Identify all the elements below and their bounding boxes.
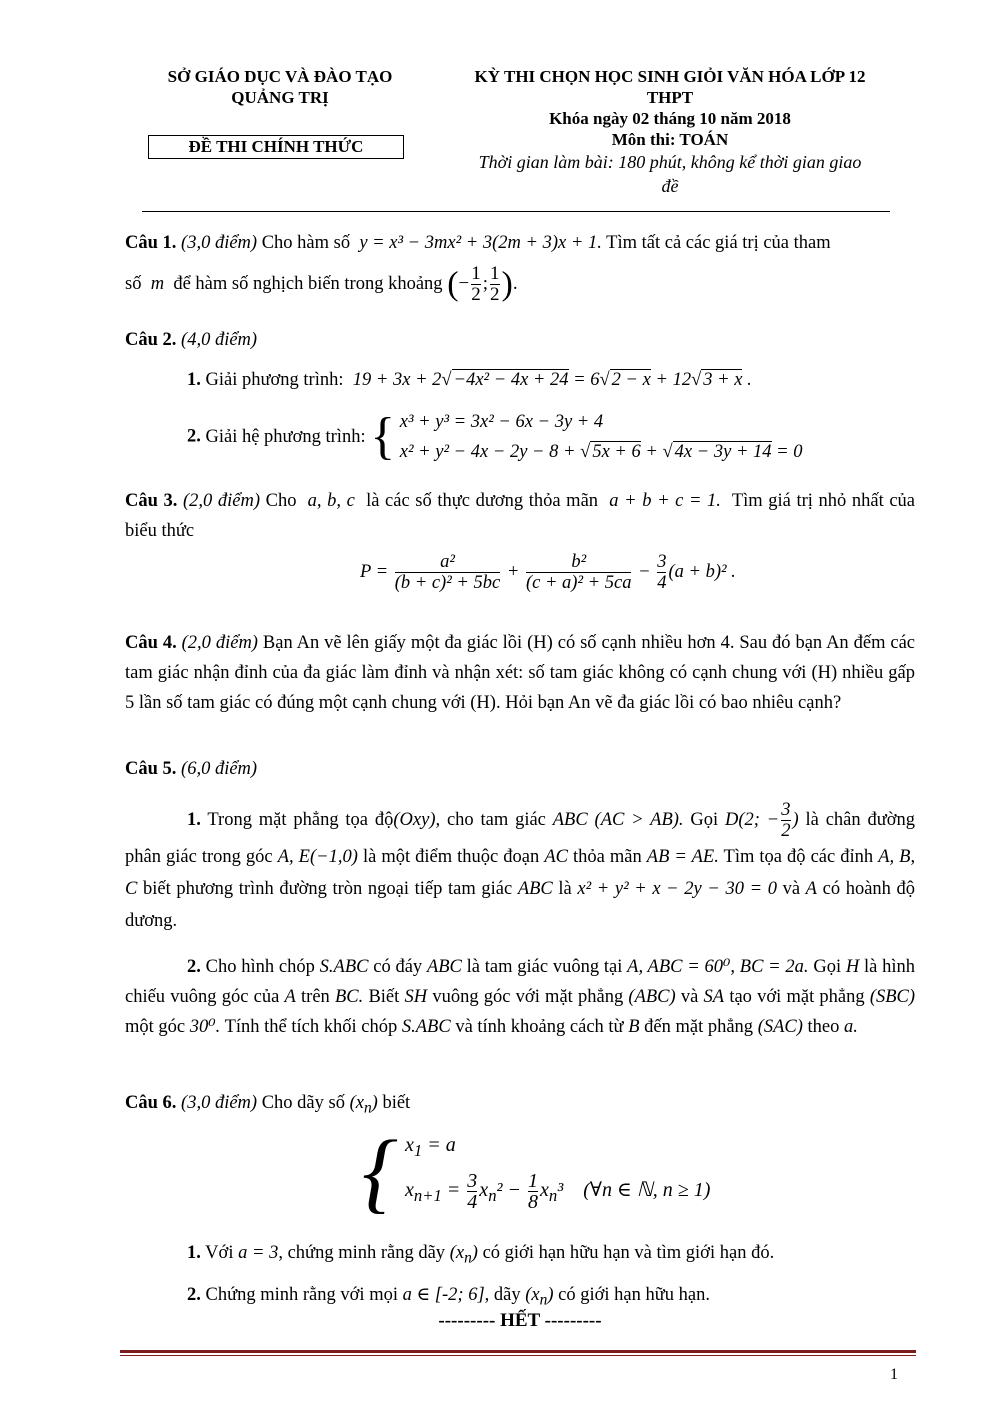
q2-system: x³ + y³ = 3x² − 6x − 3y + 4 x² + y² − 4x − 2y − 8 + √ 5x + 6 + √ 4x − 3y + 14 = 0 bbox=[399, 412, 803, 462]
official-exam-box: ĐỀ THI CHÍNH THỨC bbox=[148, 135, 404, 159]
q1-text-b: Tìm tất cả các giá trị của tham bbox=[606, 233, 831, 253]
org-line1: SỞ GIÁO DỤC VÀ ĐÀO TẠO bbox=[167, 67, 393, 86]
q5-part1: 1. Trong mặt phẳng tọa độ(Oxy), cho tam giác ABC (AC > AB). Gọi D(2; − $\frac{3}{2}$ ) là chân đường phân giác trong góc A, E(−1,0) là một điểm thuộc đoạn AC thỏa mãn AB = AE. Tìm tọa độ các đỉnh A, B, C biết phương trình đường tròn ngoại tiếp tam giác ABC là x² + y² + x − 2y − 30 = 0 và A có hoành độ dương. bbox=[125, 800, 916, 931]
q6-label: Câu 6. bbox=[125, 1093, 177, 1113]
question-5 bbox=[125, 754, 915, 784]
page-number: 1 bbox=[890, 1366, 898, 1383]
header-org bbox=[120, 66, 440, 108]
q1-text-c: số bbox=[125, 273, 142, 294]
q3-text-b: là các số thực dương thỏa mãn bbox=[366, 491, 599, 511]
q2-part2-label: 2. bbox=[187, 426, 201, 447]
q6-points: (3,0 điểm) bbox=[181, 1093, 258, 1113]
q2-part2-text: Giải hệ phương trình: bbox=[205, 427, 366, 447]
q1-points: (3,0 điểm) bbox=[181, 233, 258, 253]
org-line2: QUẢNG TRỊ bbox=[231, 88, 329, 107]
question-3: Câu 3. (2,0 điểm) Cho a, b, c là các số thực dương thỏa mãn a + b + c = 1. Tìm giá trị nhỏ nhất của biểu thức bbox=[125, 491, 916, 541]
q2-points: (4,0 điểm) bbox=[181, 330, 258, 350]
q5-part2: 2. Cho hình chóp S.ABC có đáy ABC là tam giác vuông tại A, ABC = 60⁰, BC = 2a. Gọi H là hình chiếu vuông góc của A trên BC. Biết SH vuông góc với mặt phẳng (ABC) và SA tạo với mặt phẳng (SBC) một góc 30⁰. Tính thể tích khối chóp S.ABC và tính khoảng cách từ B đến mặt phẳng (SAC) theo a. bbox=[125, 957, 916, 1037]
header-exam bbox=[420, 66, 920, 198]
q1-interval: (− $\frac{1}{2}$ ; $\frac{1}{2}$ ). bbox=[447, 263, 518, 305]
exam-time-line2: đề bbox=[661, 176, 679, 196]
exam-subject: Môn thi: TOÁN bbox=[611, 130, 729, 149]
q3-text-c: Tìm giá trị nhỏ nhất của biểu thức bbox=[125, 491, 916, 541]
q3-expression: P = $\frac{\text{a²}}{\text{(b + c)² + 5bc}}$ + $\frac{\text{b²}}{\text{(c + a)² + 5ca}}$ − $\frac{3}{4}$ (a + b)² . bbox=[360, 552, 736, 593]
q1-text-d: để hàm số nghịch biến trong khoảng bbox=[173, 273, 443, 294]
end-mark: --------- HẾT --------- bbox=[438, 1310, 602, 1331]
q1-function: y = x³ − 3mx² + 3(2m + 3)x + 1. bbox=[354, 233, 602, 253]
header-divider bbox=[142, 211, 890, 212]
q4-label: Câu 4. bbox=[125, 633, 177, 653]
q4-text: Bạn An vẽ lên giấy một đa giác lồi (H) có số cạnh nhiều hơn 4. Sau đó bạn An đếm các tam giác nhận đỉnh của đa giác làm đỉnh và nhận xét: số tam giác không có cạnh chung với (H) nhiều gấp 5 lần số tam giác có đúng một cạnh chung với (H). Hỏi bạn An vẽ đa giác lồi có bao nhiêu cạnh? bbox=[125, 633, 916, 713]
question-2: Câu 2. (4,0 điểm) 1. Giải phương trình: 19 + 3x + 2√ −4x² − 4x + 24 = 6√ 2 − x + 12√ 3 + x . 2. Giải hệ phương trình: { x³ + y³ = 3x² − 6x − 3y + 4 x² + y² − 4x − 2y − 8 + √ 5x + 6 + √ 4x − 3y + 14 = 0 bbox=[125, 330, 803, 465]
q5-label: Câu 5. bbox=[125, 759, 177, 779]
q6-part2: 2. Chứng minh rằng với mọi a ∈ [-2; 6], dãy $(x_n)$ có giới hạn hữu hạn. bbox=[187, 1285, 710, 1309]
exam-title-line2: THPT bbox=[646, 88, 694, 107]
q2-part1-label: 1. bbox=[187, 370, 201, 390]
q2-label: Câu 2. bbox=[125, 330, 177, 350]
q3-text-a: Cho bbox=[265, 491, 297, 511]
q2-equation: 19 + 3x + 2√ −4x² − 4x + 24 = 6√ 2 − x + 12√ 3 + x . bbox=[348, 370, 752, 390]
footer-rule-thin bbox=[120, 1355, 916, 1356]
question-6: Câu 6. (3,0 điểm) Cho dãy số $(x_n)$ biết bbox=[125, 1093, 411, 1117]
q3-points: (2,0 điểm) bbox=[183, 491, 261, 511]
question-1 bbox=[125, 228, 915, 305]
exam-time-line1: Thời gian làm bài: 180 phút, không kể thời gian giao bbox=[478, 152, 862, 172]
q4-points: (2,0 điểm) bbox=[181, 633, 258, 653]
q5-points: (6,0 điểm) bbox=[181, 759, 258, 779]
q6-part1: 1. Với a = 3, chứng minh rằng dãy $(x_n)$ có giới hạn hữu hạn và tìm giới hạn đó. bbox=[187, 1243, 775, 1267]
q3-label: Câu 3. bbox=[125, 491, 178, 511]
q1-label: Câu 1. bbox=[125, 233, 177, 253]
footer-rule bbox=[120, 1350, 916, 1353]
q2-part1-text: Giải phương trình: bbox=[205, 370, 344, 390]
q1-param: m bbox=[146, 273, 169, 294]
exam-title-line1: KỲ THI CHỌN HỌC SINH GIỎI VĂN HÓA LỚP 12 bbox=[474, 67, 866, 86]
question-4 bbox=[125, 628, 915, 718]
q1-text-a: Cho hàm số bbox=[261, 233, 351, 253]
exam-date: Khóa ngày 02 tháng 10 năm 2018 bbox=[549, 109, 791, 128]
q6-system: { $x_1 = a$ $x_{n+1}$ = $\frac{3}{4}$ $x_n^2$ − $\frac{1}{8}$ $x_n^3$ (∀n ∈ ℕ, n ≥ 1) bbox=[362, 1123, 711, 1222]
